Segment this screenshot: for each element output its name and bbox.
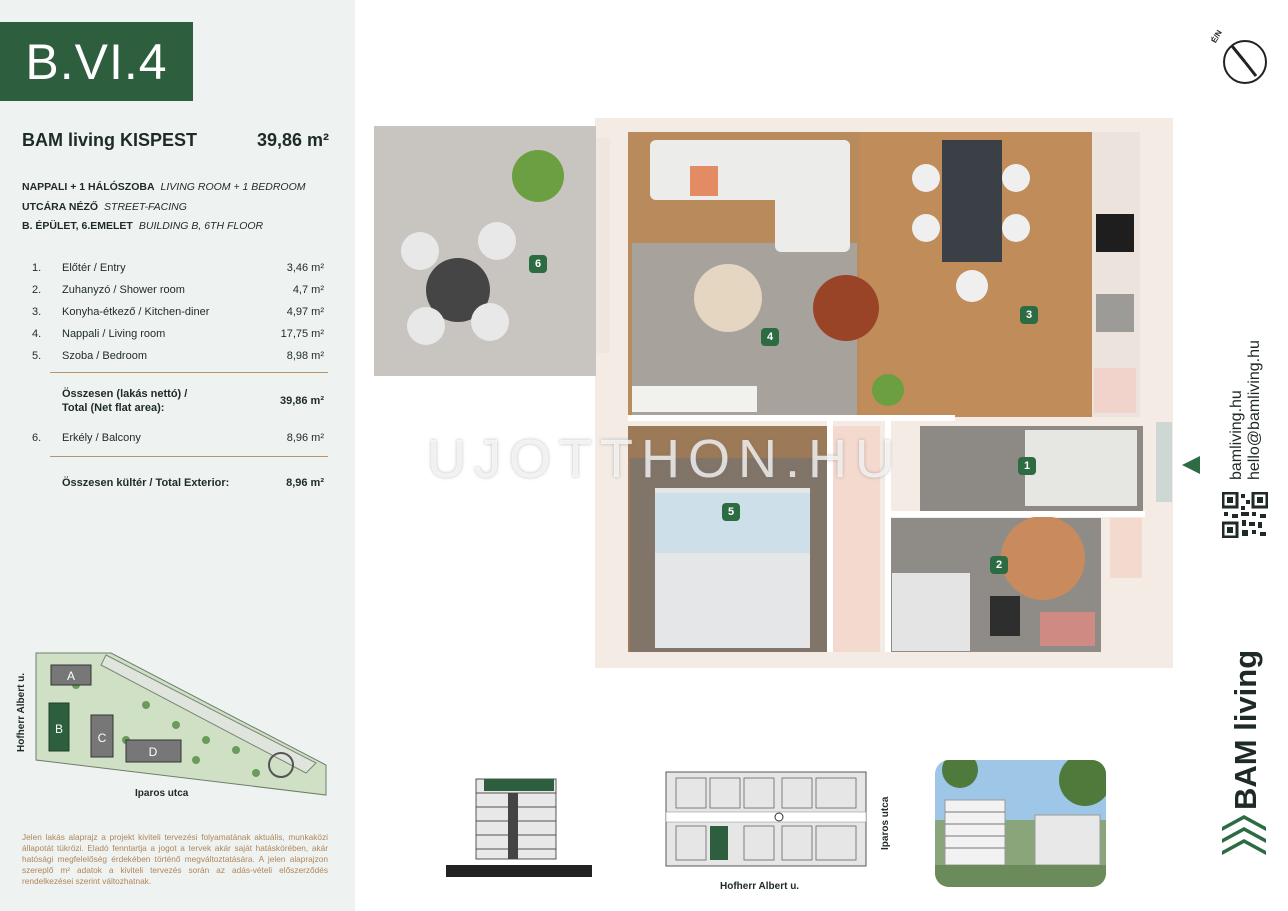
key-plan-street-right: Iparos utca <box>880 796 891 850</box>
room-row: 4. Nappali / Living room 17,75 m² <box>32 328 324 340</box>
info-panel <box>0 0 355 911</box>
net-total-row: Összesen (lakás nettó) / Total (Net flat area): 39,86 m² <box>50 372 328 422</box>
brand-logo-icon <box>1222 815 1266 855</box>
disclaimer-text: Jelen lakás alaprajz a projekt kiviteli tervezési folyamatának aktuális, munkaközi állapotát tükrözi. Eladó fenntartja a jogot a tervek akár saját hatáskörében, akár hatósági megfelelőség érdekében történő megváltoztatására. A jelen alaprajzon szereplő m² adatok a kiviteli tervezés során az adás-vételi előszerződés rendelkezései szerint változhatnak. <box>22 832 328 886</box>
compass-label: É/N <box>1209 28 1224 45</box>
email-link[interactable]: hello@bamliving.hu <box>1246 340 1263 480</box>
room-badge-1: 1 <box>1018 457 1036 475</box>
entrance-arrow-icon <box>1182 456 1200 474</box>
svg-text:C: C <box>97 731 107 745</box>
svg-text:A: A <box>66 669 76 683</box>
svg-text:D: D <box>148 745 158 759</box>
contact-info <box>1228 340 1264 480</box>
website-link[interactable]: bamliving.hu <box>1228 390 1245 480</box>
exterior-total-row: Összesen kültér / Total Exterior: 8,96 m² <box>50 456 328 496</box>
spec-orientation: UTCÁRA NÉZŐ STREET-FACING <box>22 201 187 213</box>
room-badge-6: 6 <box>529 255 547 273</box>
room-row: 1. Előtér / Entry 3,46 m² <box>32 262 324 274</box>
room-row: 3. Konyha-étkező / Kitchen-diner 4,97 m² <box>32 306 324 318</box>
watermark: UJOTTHON.HU <box>427 429 902 489</box>
spec-building-floor: B. ÉPÜLET, 6.EMELET BUILDING B, 6TH FLOOR <box>22 220 264 232</box>
room-badge-5: 5 <box>722 503 740 521</box>
floor-key-plan <box>662 768 872 870</box>
total-area: 39,86 m² <box>256 130 329 150</box>
building-elevation <box>444 775 594 880</box>
site-street-bottom: Iparos utca <box>135 788 189 799</box>
room-badge-4: 4 <box>761 328 779 346</box>
brand-wordmark: BAM living <box>1228 649 1263 810</box>
project-name: BAM living KISPEST <box>22 130 198 150</box>
building-render-photo <box>935 760 1106 887</box>
highlighted-unit <box>710 826 728 860</box>
key-plan-street-bottom: Hofherr Albert u. <box>720 881 800 892</box>
compass-icon <box>1220 28 1270 88</box>
unit-code-badge: B.VI.4 <box>0 22 193 101</box>
room-badge-2: 2 <box>990 556 1008 574</box>
qr-code-icon <box>1222 492 1268 538</box>
floor-plan <box>370 118 1175 670</box>
room-badge-3: 3 <box>1020 306 1038 324</box>
svg-text:B: B <box>54 722 64 736</box>
site-street-left: Hofherr Albert u. <box>16 672 27 752</box>
balcony-row: 6. Erkély / Balcony 8,96 m² <box>32 432 324 444</box>
room-row: 2. Zuhanyzó / Shower room 4,7 m² <box>32 284 324 296</box>
room-area-table <box>22 260 328 496</box>
spec-layout: NAPPALI + 1 HÁLÓSZOBA LIVING ROOM + 1 BEDROOM <box>22 181 306 193</box>
room-row: 5. Szoba / Bedroom 8,98 m² <box>32 350 324 362</box>
